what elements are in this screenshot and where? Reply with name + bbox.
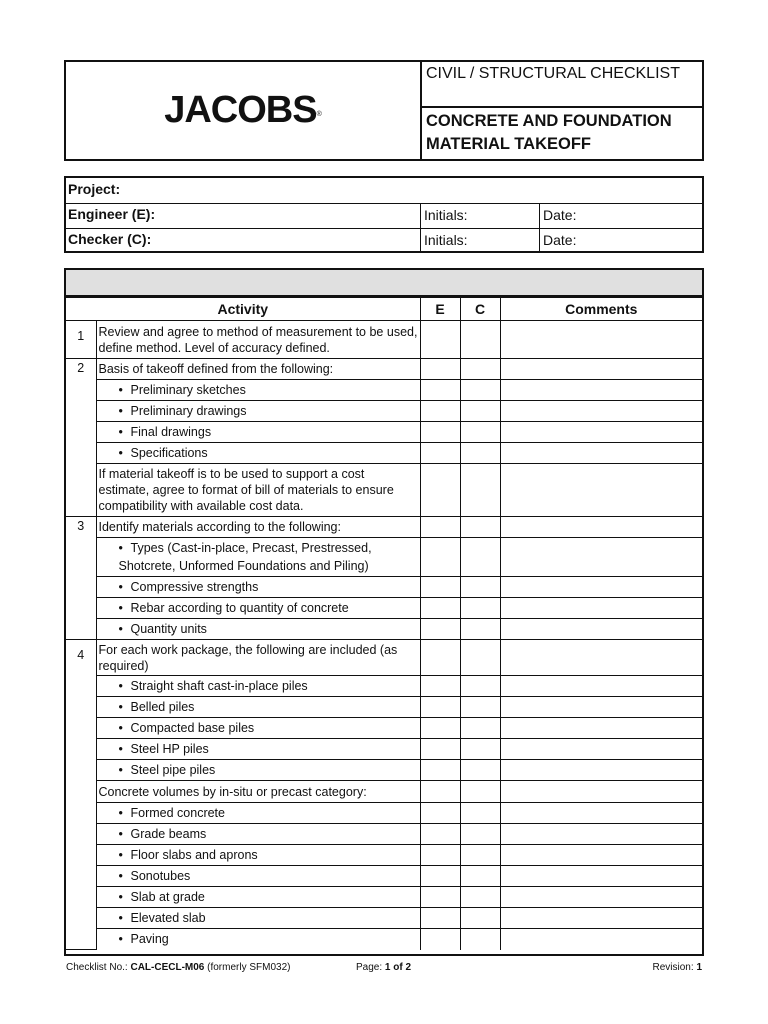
activity-bullet: • Sonotubes: [96, 866, 420, 887]
item-number: 2: [66, 359, 96, 517]
e-check-cell[interactable]: [420, 577, 460, 598]
bullet-icon: •: [118, 911, 123, 925]
e-check-cell[interactable]: [420, 517, 460, 538]
comments-cell[interactable]: [500, 697, 702, 718]
comments-cell[interactable]: [500, 598, 702, 619]
table-row: [66, 577, 702, 598]
comments-cell[interactable]: [500, 824, 702, 845]
table-row: [66, 517, 702, 538]
page-title: CONCRETE AND FOUNDATION MATERIAL TAKEOFF: [426, 112, 672, 153]
bullet-icon: •: [118, 404, 123, 418]
logo-text: JACOBS: [164, 89, 317, 131]
activity-bullet: • Slab at grade: [96, 887, 420, 908]
c-check-cell[interactable]: [460, 380, 500, 401]
c-check-cell[interactable]: [460, 781, 500, 803]
comments-cell[interactable]: [500, 321, 702, 359]
project-row: [66, 178, 702, 204]
bullet-icon: •: [118, 721, 123, 735]
activity-bullet: • Elevated slab: [96, 908, 420, 929]
table-row: [66, 619, 702, 640]
table-row: [66, 824, 702, 845]
comments-cell[interactable]: [500, 718, 702, 739]
comments-cell[interactable]: [500, 422, 702, 443]
comments-cell[interactable]: [500, 359, 702, 380]
table-header-row: [66, 298, 702, 321]
table-row: [66, 718, 702, 739]
c-check-cell[interactable]: [460, 422, 500, 443]
table-row: [66, 422, 702, 443]
comments-cell[interactable]: [500, 929, 702, 950]
engineer-row: [66, 203, 702, 229]
project-info-block: [64, 176, 704, 253]
activity-bullet: • Belled piles: [96, 697, 420, 718]
project-label: Project:: [68, 181, 121, 197]
c-check-cell[interactable]: [460, 443, 500, 464]
e-check-cell[interactable]: [420, 321, 460, 359]
checklist-category: CIVIL / STRUCTURAL CHECKLIST: [426, 65, 680, 82]
item-number: 3: [66, 517, 96, 640]
bullet-icon: •: [118, 541, 123, 555]
checker-label: Checker (C):: [68, 231, 152, 247]
activity-bullet: • Types (Cast-in-place, Precast, Prestressed, Shotcrete, Unformed Foundations and Piling): [96, 538, 420, 577]
comments-cell[interactable]: [500, 443, 702, 464]
activity-bullet: • Compacted base piles: [96, 718, 420, 739]
activity-bullet: • Preliminary drawings: [96, 401, 420, 422]
comments-cell[interactable]: [500, 908, 702, 929]
comments-cell[interactable]: [500, 739, 702, 760]
activity-text: Review and agree to method of measurement to be used, define method. Level of accuracy defined.: [96, 321, 420, 359]
bullet-icon: •: [118, 622, 123, 636]
c-check-cell[interactable]: [460, 464, 500, 517]
activity-bullet: • Rebar according to quantity of concrete: [96, 598, 420, 619]
e-check-cell[interactable]: [420, 640, 460, 676]
comments-cell[interactable]: [500, 781, 702, 803]
e-check-cell[interactable]: [420, 464, 460, 517]
e-check-cell[interactable]: [420, 443, 460, 464]
e-check-cell[interactable]: [420, 598, 460, 619]
bullet-icon: •: [118, 601, 123, 615]
bullet-icon: •: [118, 742, 123, 756]
c-check-cell[interactable]: [460, 929, 500, 950]
engineer-label: Engineer (E):: [68, 206, 156, 222]
e-check-cell[interactable]: [420, 359, 460, 380]
table-row: [66, 803, 702, 824]
page-number: Page: 1 of 2: [356, 962, 412, 973]
e-check-cell[interactable]: [420, 676, 460, 697]
e-check-cell[interactable]: [420, 619, 460, 640]
activity-text: For each work package, the following are included (as required): [96, 640, 420, 676]
table-row: [66, 781, 702, 803]
c-check-cell[interactable]: [460, 739, 500, 760]
item-number: 1: [66, 321, 96, 359]
engineer-date-field[interactable]: Date:: [539, 203, 702, 228]
table-row: [66, 887, 702, 908]
e-check-cell[interactable]: [420, 401, 460, 422]
e-check-cell[interactable]: [420, 697, 460, 718]
c-check-cell[interactable]: [460, 640, 500, 676]
table-row: [66, 866, 702, 887]
c-check-cell[interactable]: [460, 760, 500, 781]
table-row: [66, 739, 702, 760]
e-check-cell[interactable]: [420, 803, 460, 824]
comments-cell[interactable]: [500, 464, 702, 517]
activity-text: Identify materials according to the following:: [96, 517, 420, 538]
c-check-cell[interactable]: [460, 619, 500, 640]
engineer-initials-field[interactable]: Initials:: [420, 203, 539, 228]
table-row: [66, 380, 702, 401]
bullet-icon: •: [118, 679, 123, 693]
e-check-cell[interactable]: [420, 422, 460, 443]
bullet-icon: •: [118, 446, 123, 460]
bullet-icon: •: [118, 383, 123, 397]
bullet-icon: •: [118, 580, 123, 594]
bullet-icon: •: [118, 806, 123, 820]
c-header: C: [460, 298, 500, 321]
e-check-cell[interactable]: [420, 760, 460, 781]
comments-cell[interactable]: [500, 803, 702, 824]
jacobs-logo: JACOBS ®: [164, 89, 322, 131]
section-band: [66, 270, 702, 297]
c-check-cell[interactable]: [460, 577, 500, 598]
c-check-cell[interactable]: [460, 887, 500, 908]
c-check-cell[interactable]: [460, 517, 500, 538]
table-row: [66, 845, 702, 866]
checker-initials-field[interactable]: Initials:: [420, 228, 539, 253]
c-check-cell[interactable]: [460, 676, 500, 697]
checklist-table-box: [64, 268, 704, 956]
c-check-cell[interactable]: [460, 845, 500, 866]
activity-text: Concrete volumes by in-situ or precast category:: [96, 781, 420, 803]
checker-date-field[interactable]: Date:: [539, 228, 702, 253]
bullet-icon: •: [118, 890, 123, 904]
table-row: [66, 676, 702, 697]
bullet-icon: •: [118, 700, 123, 714]
document-header: [64, 60, 704, 161]
e-check-cell[interactable]: [420, 538, 460, 577]
bullet-icon: •: [118, 827, 123, 841]
comments-cell[interactable]: [500, 845, 702, 866]
activity-bullet: • Specifications: [96, 443, 420, 464]
activity-bullet: • Straight shaft cast-in-place piles: [96, 676, 420, 697]
table-row: [66, 538, 702, 577]
header-divider: [420, 62, 422, 159]
comments-cell[interactable]: [500, 887, 702, 908]
activity-bullet: • Preliminary sketches: [96, 380, 420, 401]
comments-cell[interactable]: [500, 866, 702, 887]
c-check-cell[interactable]: [460, 697, 500, 718]
comments-cell[interactable]: [500, 517, 702, 538]
activity-bullet: • Formed concrete: [96, 803, 420, 824]
comments-cell[interactable]: [500, 401, 702, 422]
table-row: [66, 929, 702, 950]
bullet-icon: •: [118, 425, 123, 439]
e-check-cell[interactable]: [420, 887, 460, 908]
table-row: [66, 359, 702, 380]
item-number: 4: [66, 640, 96, 950]
c-check-cell[interactable]: [460, 908, 500, 929]
c-check-cell[interactable]: [460, 803, 500, 824]
table-row: [66, 321, 702, 359]
comments-cell[interactable]: [500, 619, 702, 640]
comments-cell[interactable]: [500, 577, 702, 598]
activity-bullet: • Steel HP piles: [96, 739, 420, 760]
comments-cell[interactable]: [500, 676, 702, 697]
activity-text: Basis of takeoff defined from the following:: [96, 359, 420, 380]
header-rule: [422, 106, 702, 108]
checker-row: [66, 228, 702, 253]
activity-bullet: • Quantity units: [96, 619, 420, 640]
table-row: [66, 464, 702, 517]
comments-cell[interactable]: [500, 760, 702, 781]
c-check-cell[interactable]: [460, 718, 500, 739]
activity-bullet: • Paving: [96, 929, 420, 950]
checklist-number: Checklist No.: CAL-CECL-M06 (formerly SFM032): [66, 962, 291, 973]
activity-bullet: • Floor slabs and aprons: [96, 845, 420, 866]
e-check-cell[interactable]: [420, 718, 460, 739]
e-check-cell[interactable]: [420, 866, 460, 887]
activity-text: If material takeoff is to be used to support a cost estimate, agree to format of bill of materials to ensure compatibility with available cost data.: [96, 464, 420, 517]
c-check-cell[interactable]: [460, 598, 500, 619]
c-check-cell[interactable]: [460, 866, 500, 887]
table-row: [66, 401, 702, 422]
table-row: [66, 598, 702, 619]
table-row: [66, 697, 702, 718]
activity-bullet: • Steel pipe piles: [96, 760, 420, 781]
comments-header: Comments: [500, 298, 702, 321]
c-check-cell[interactable]: [460, 401, 500, 422]
c-check-cell[interactable]: [460, 359, 500, 380]
comments-cell[interactable]: [500, 538, 702, 577]
e-check-cell[interactable]: [420, 824, 460, 845]
e-check-cell[interactable]: [420, 845, 460, 866]
c-check-cell[interactable]: [460, 538, 500, 577]
e-check-cell[interactable]: [420, 908, 460, 929]
e-check-cell[interactable]: [420, 781, 460, 803]
table-row: [66, 760, 702, 781]
bullet-icon: •: [118, 763, 123, 777]
revision-number: Revision: 1: [652, 962, 702, 973]
table-row: [66, 908, 702, 929]
e-check-cell[interactable]: [420, 380, 460, 401]
activity-bullet: • Final drawings: [96, 422, 420, 443]
c-check-cell[interactable]: [460, 824, 500, 845]
comments-cell[interactable]: [500, 380, 702, 401]
c-check-cell[interactable]: [460, 321, 500, 359]
table-row: [66, 640, 702, 676]
bullet-icon: •: [118, 869, 123, 883]
page-footer: [66, 962, 702, 978]
table-row: [66, 443, 702, 464]
comments-cell[interactable]: [500, 640, 702, 676]
activity-bullet: • Compressive strengths: [96, 577, 420, 598]
e-header: E: [420, 298, 460, 321]
bullet-icon: •: [118, 932, 123, 947]
activity-bullet: • Grade beams: [96, 824, 420, 845]
e-check-cell[interactable]: [420, 739, 460, 760]
checklist-table: [66, 297, 702, 950]
bullet-icon: •: [118, 848, 123, 862]
activity-header: Activity: [66, 298, 420, 321]
e-check-cell[interactable]: [420, 929, 460, 950]
